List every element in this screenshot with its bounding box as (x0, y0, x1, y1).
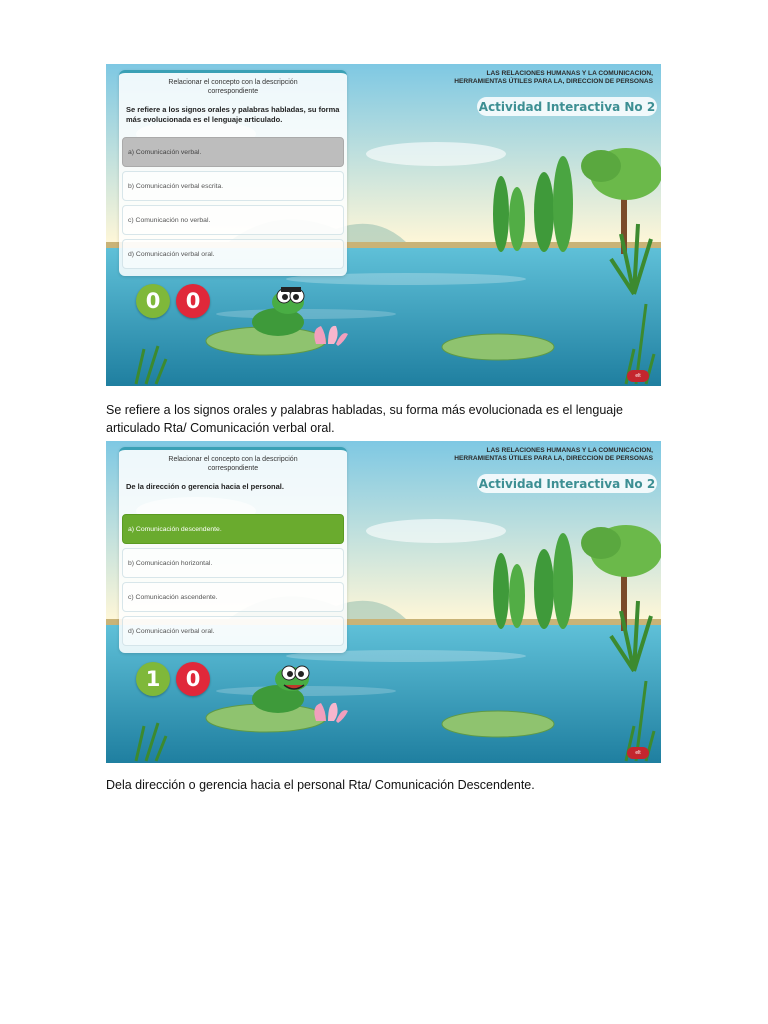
lily-pad-icon (442, 334, 554, 360)
option-a[interactable]: a) Comunicación verbal. (122, 137, 344, 167)
question-text: De la dirección o gerencia hacia el personal. (126, 482, 284, 491)
activity-title: Actividad Interactiva No 2 (477, 474, 657, 493)
question-panel (119, 70, 347, 276)
question-panel (119, 447, 347, 653)
panel-title: Relacionar el concepto con la descripción correspondiente (168, 456, 298, 472)
option-b[interactable]: b) Comunicación horizontal. (122, 548, 344, 578)
caption-1: Se refiere a los signos orales y palabras habladas, su forma más evolucionada es el lenguaje articulado Rta/ Comunicación verbal oral. (106, 403, 623, 435)
correct-score-badge: 1 (136, 662, 170, 696)
caption-2: Dela dirección o gerencia hacia el personal Rta/ Comunicación Descendente. (106, 778, 535, 792)
option-d[interactable]: d) Comunicación verbal oral. (122, 616, 344, 646)
course-header: LAS RELACIONES HUMANAS Y LA COMUNICACION, HERRAMIENTAS ÚTILES PARA LA, DIRECCION DE PERSONAS (454, 70, 653, 85)
brand-logo: elt (627, 747, 649, 759)
option-d[interactable]: d) Comunicación verbal oral. (122, 239, 344, 269)
option-b[interactable]: b) Comunicación verbal escrita. (122, 171, 344, 201)
activity-screenshot-1 (106, 64, 661, 386)
wrong-score-badge: 0 (176, 284, 210, 318)
option-a[interactable]: a) Comunicación descendente. (122, 514, 344, 544)
option-c[interactable]: c) Comunicación no verbal. (122, 205, 344, 235)
activity-title: Actividad Interactiva No 2 (477, 97, 657, 116)
option-c[interactable]: c) Comunicación ascendente. (122, 582, 344, 612)
brand-logo: elt (627, 370, 649, 382)
panel-title: Relacionar el concepto con la descripción correspondiente (168, 79, 298, 95)
activity-screenshot-2 (106, 441, 661, 763)
course-header: LAS RELACIONES HUMANAS Y LA COMUNICACION, HERRAMIENTAS ÚTILES PARA LA, DIRECCION DE PERSONAS (454, 447, 653, 462)
lily-pad-icon (442, 711, 554, 737)
question-text: Se refiere a los signos orales y palabras habladas, su forma más evolucionada es el lenguaje articulado. (126, 105, 340, 124)
wrong-score-badge: 0 (176, 662, 210, 696)
correct-score-badge: 0 (136, 284, 170, 318)
